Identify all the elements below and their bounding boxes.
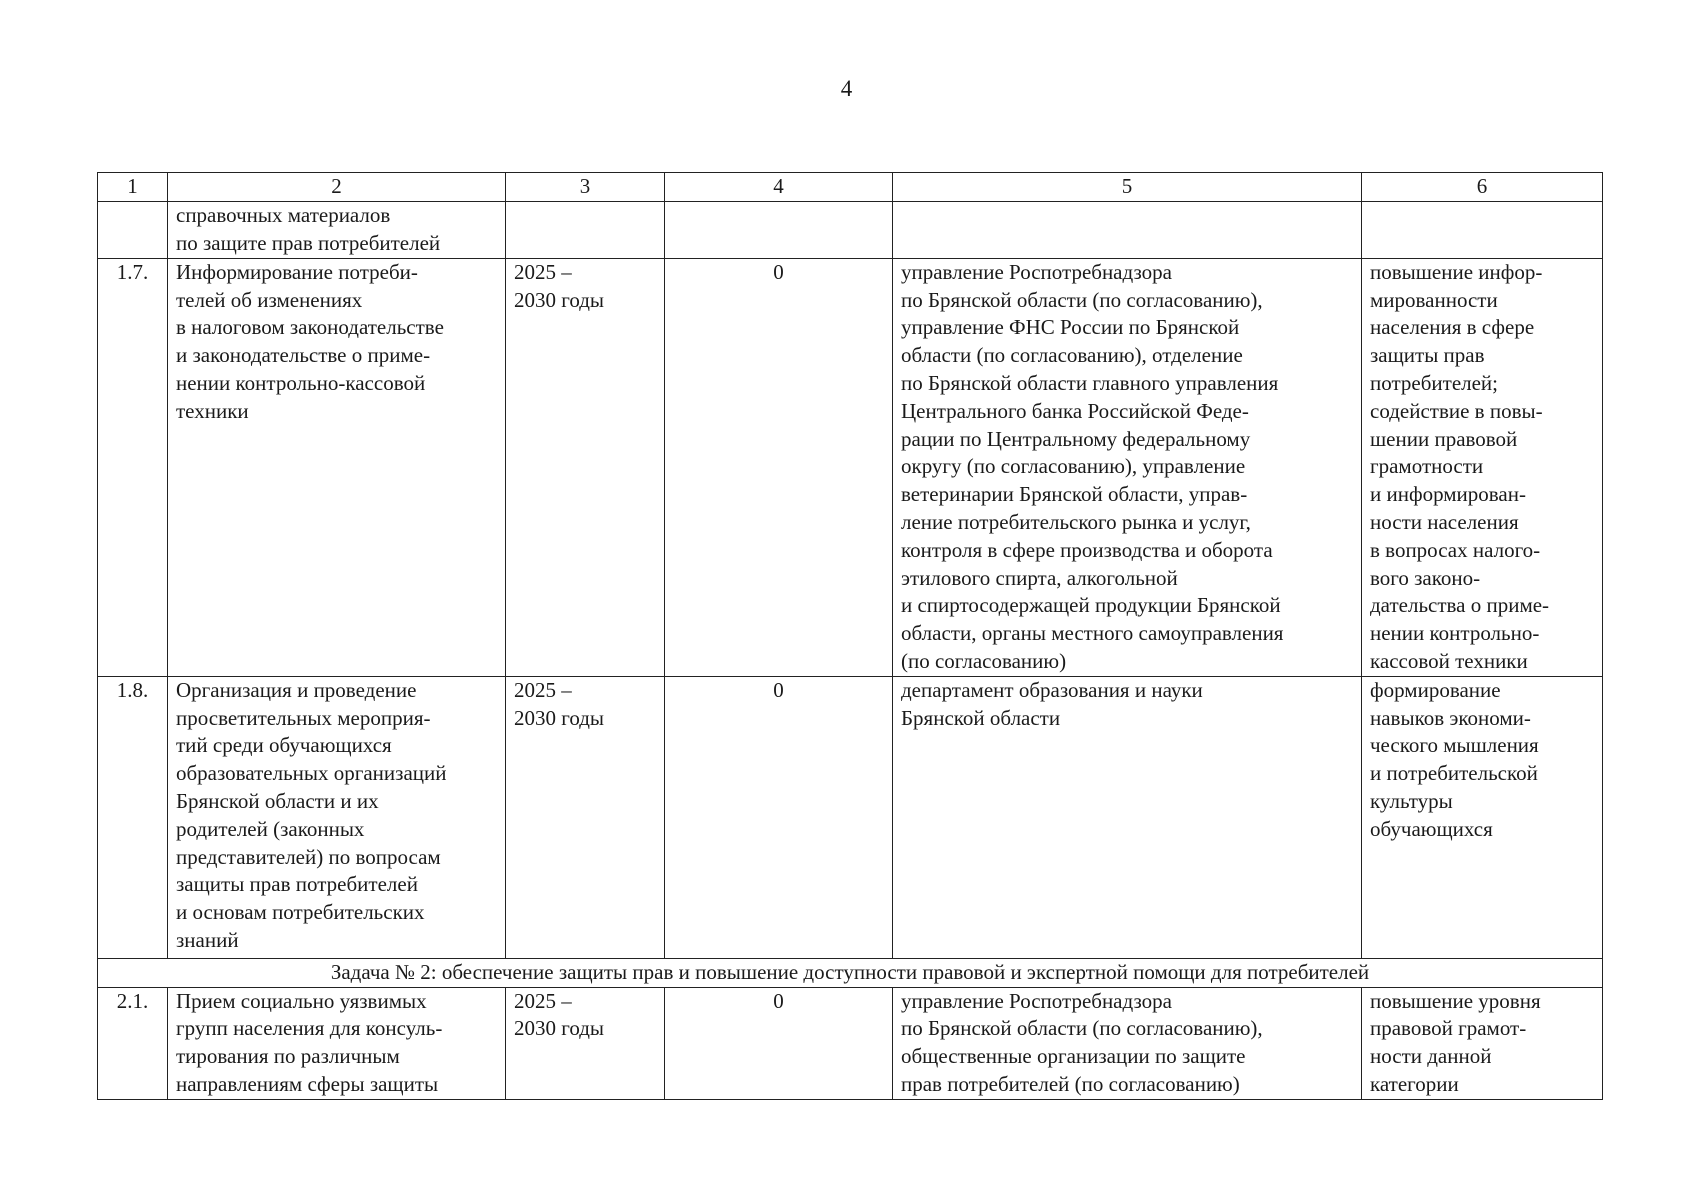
- row-number: [98, 201, 168, 258]
- activity-cost: 0: [665, 676, 893, 958]
- activity-period: [506, 201, 665, 258]
- activity-name: Информирование потреби- телей об изменениях в налоговом законодательстве и законодательстве о приме- нении контрольно-кассовой техники: [168, 258, 506, 676]
- task-heading: Задача № 2: обеспечение защиты прав и повышение доступности правовой и экспертной помощи для потребителей: [98, 958, 1603, 987]
- activity-name: Прием социально уязвимых групп населения для консуль- тирования по различным направлениям сферы защиты: [168, 987, 506, 1099]
- activity-period: 2025 – 2030 годы: [506, 987, 665, 1099]
- activity-result: повышение инфор- мированности населения в сфере защиты прав потребителей; содействие в повы- шении правовой грамотности и информирован- ности населения в вопросах налого- вого законо- дательства о приме- нении контрольно- кассовой техники: [1362, 258, 1603, 676]
- column-number-3: 3: [506, 173, 665, 202]
- table-row: [98, 258, 1603, 676]
- row-number: 1.8.: [98, 676, 168, 958]
- column-number-6: 6: [1362, 173, 1603, 202]
- activity-name: справочных материалов по защите прав потребителей: [168, 201, 506, 258]
- table-row: [98, 201, 1603, 258]
- row-number: 2.1.: [98, 987, 168, 1099]
- activity-result: повышение уровня правовой грамот- ности данной категории: [1362, 987, 1603, 1099]
- activity-cost: [665, 201, 893, 258]
- column-number-row: [98, 173, 1603, 202]
- activity-result: [1362, 201, 1603, 258]
- column-number-4: 4: [665, 173, 893, 202]
- table-row: [98, 676, 1603, 958]
- row-number: 1.7.: [98, 258, 168, 676]
- activity-name: Организация и проведение просветительных мероприя- тий среди обучающихся образовательных организаций Брянской области и их родителей (законных представителей) по вопросам защиты прав потребителей и основам потребительских знаний: [168, 676, 506, 958]
- activity-period: 2025 – 2030 годы: [506, 258, 665, 676]
- activity-executors: управление Роспотребнадзора по Брянской области (по согласованию), общественные организации по защите прав потребителей (по согласованию): [893, 987, 1362, 1099]
- activity-executors: департамент образования и науки Брянской области: [893, 676, 1362, 958]
- activity-cost: 0: [665, 258, 893, 676]
- column-number-5: 5: [893, 173, 1362, 202]
- table-row: [98, 987, 1603, 1099]
- activity-result: формирование навыков экономи- ческого мышления и потребительской культуры обучающихся: [1362, 676, 1603, 958]
- column-number-1: 1: [98, 173, 168, 202]
- activity-plan-table: [97, 172, 1603, 1100]
- activity-cost: 0: [665, 987, 893, 1099]
- activity-period: 2025 – 2030 годы: [506, 676, 665, 958]
- task-row: [98, 958, 1603, 987]
- page-number: 4: [840, 76, 853, 101]
- activity-executors: управление Роспотребнадзора по Брянской области (по согласованию), управление ФНС России по Брянской области (по согласованию), отделение по Брянской области главного управления Центрального банка Российской Феде- рации по Центральному федеральному округу (по согласованию), управление ветеринарии Брянской области, управ- ление потребительского рынка и услуг, контроля в сфере производства и оборота этилового спирта, алкогольной и спиртосодержащей продукции Брянской области, органы местного самоуправления (по согласованию): [893, 258, 1362, 676]
- column-number-2: 2: [168, 173, 506, 202]
- activity-executors: [893, 201, 1362, 258]
